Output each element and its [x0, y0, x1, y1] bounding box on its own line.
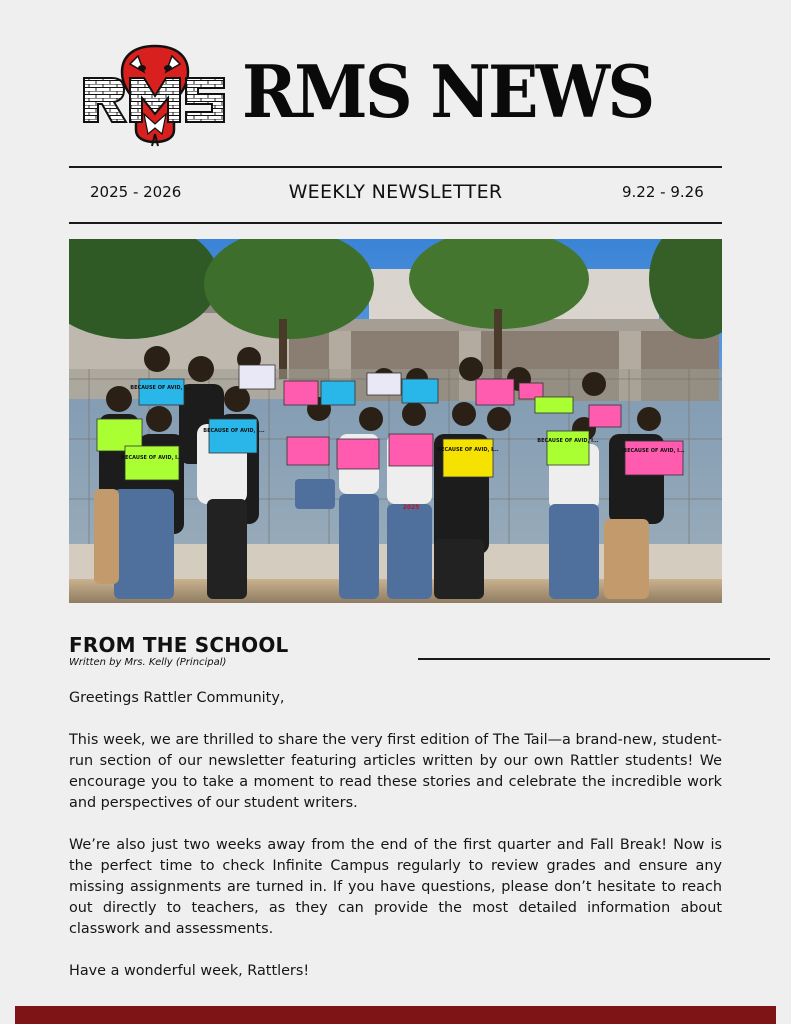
- date-range: 9.22 - 9.26: [622, 183, 704, 201]
- byline: Written by Mrs. Kelly (Principal): [69, 657, 227, 668]
- sign-text: BECAUSE OF AVID, I...: [437, 447, 499, 453]
- sign-text: BECAUSE OF AVID, I...: [121, 455, 183, 461]
- article-paragraph: This week, we are thrilled to share the very first edition of The Tail—a brand-new, student-run section of our newsletter featuring articles written by our own Rattler students! We encourage you to take a moment to read these stories and celebrate the incredible work and perspectives of our student writers.: [69, 732, 722, 811]
- greeting: Greetings Rattler Community,: [69, 690, 285, 706]
- header-bottom-rule: [69, 222, 722, 224]
- article-paragraph: We’re also just two weeks away from the end of the first quarter and Fall Break! Now is the perfect time to check Infinite Campus regularly to review grades and ensure any missing assignments are turned in. If you have questions, please don’t hesitate to reach out directly to teachers, as they can provide the most detailed information about classwork and assessments.: [69, 837, 722, 937]
- school-year: 2025 - 2026: [90, 183, 182, 201]
- section-title: FROM THE SCHOOL: [69, 633, 289, 657]
- newsletter-title: RMS NEWS: [242, 49, 653, 134]
- rms-rattler-logo: [82, 42, 228, 148]
- section-divider: [418, 658, 770, 660]
- sign-text: BECAUSE OF AVID, I...: [203, 428, 265, 434]
- footer-bar: [15, 1006, 776, 1024]
- sign-text: BECAUSE OF AVID, I...: [537, 438, 599, 444]
- closing: Have a wonderful week, Rattlers!: [69, 963, 310, 979]
- sign-text: BECAUSE OF AVID, I...: [623, 448, 685, 454]
- header-top-rule: [69, 166, 722, 168]
- article-body: [69, 688, 722, 1003]
- newsletter-label: WEEKLY NEWSLETTER: [288, 181, 503, 203]
- sign-text: BECAUSE OF AVID, I...: [130, 385, 192, 391]
- shirt-text: 2025: [402, 504, 420, 511]
- group-photo: [69, 239, 722, 603]
